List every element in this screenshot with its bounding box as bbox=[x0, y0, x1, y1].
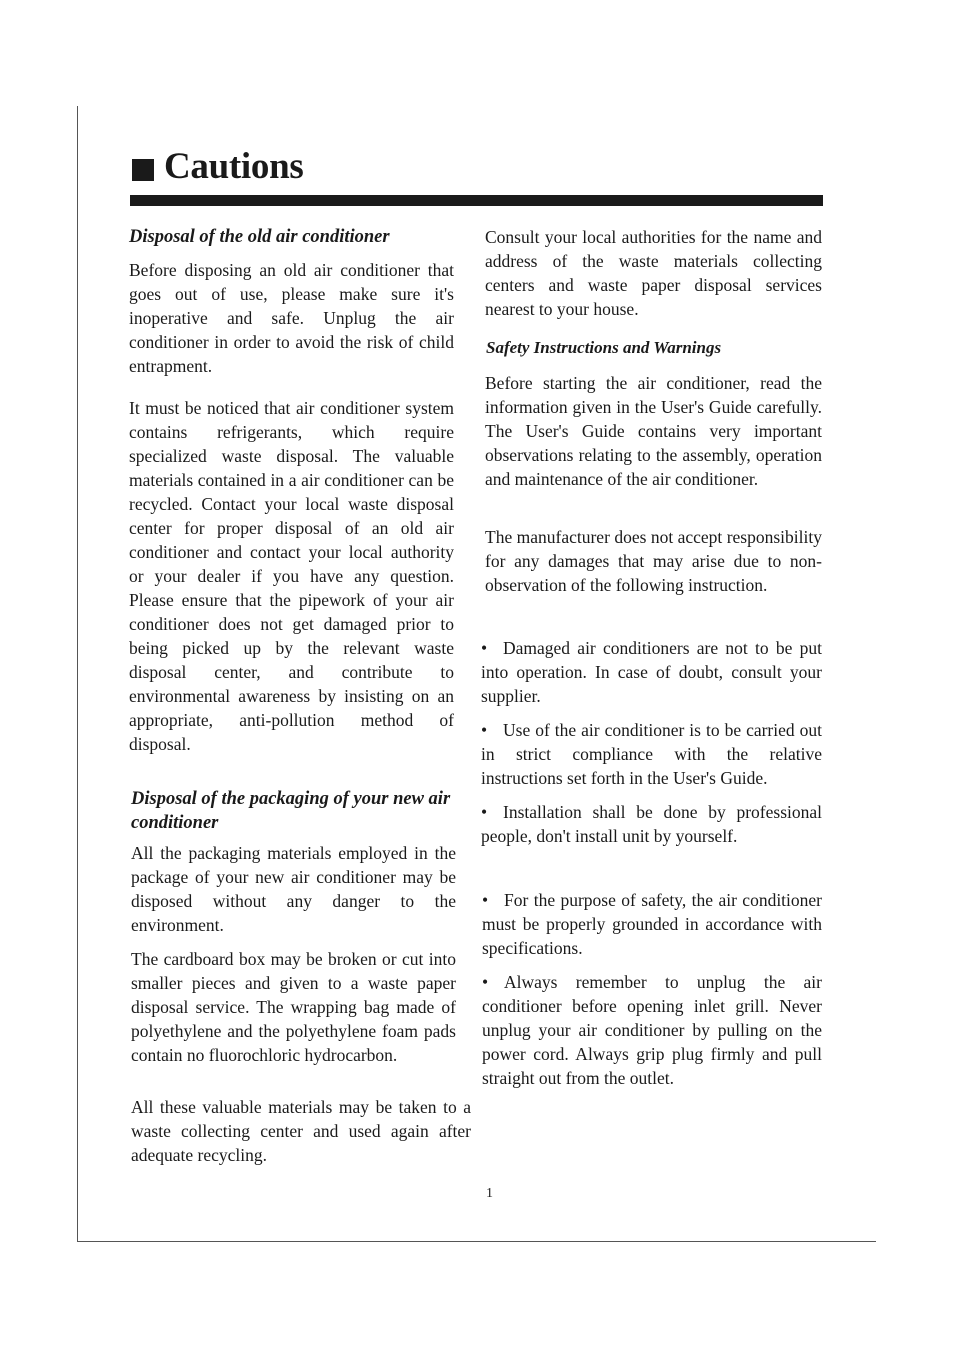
paragraph: Consult your local authorities for the name and address of the waste materials collecting centers and waste paper disposal services nearest to your house. bbox=[485, 227, 822, 319]
page-title-block bbox=[132, 143, 303, 189]
bullet-text: For the purpose of safety, the air conditioner must be properly grounded in accordance with specifications. bbox=[482, 890, 822, 958]
square-bullet-icon bbox=[132, 159, 154, 181]
paragraph: Before starting the air conditioner, read the information given in the User's Guide carefully. The User's Guide contains very important observations relating to the assembly, operation and maintenance of the air conditioner. bbox=[485, 373, 822, 489]
paragraph: The cardboard box may be broken or cut into smaller pieces and given to a waste paper disposal service. The wrapping bag made of polyethylene and the polyethylene foam pads contain no fluorochloric hydrocarbon. bbox=[131, 949, 456, 1065]
left-paragraph-2 bbox=[129, 396, 454, 756]
bullet-text: Use of the air conditioner is to be carried out in strict compliance with the relative instructions set forth in the User's Guide. bbox=[481, 720, 822, 788]
bullet-text: Damaged air conditioners are not to be put into operation. In case of doubt, consult your supplier. bbox=[481, 638, 822, 706]
bullet-item bbox=[481, 800, 822, 848]
left-paragraph-1 bbox=[129, 258, 454, 378]
paragraph: All the packaging materials employed in the package of your new air conditioner may be disposed without any danger to the environment. bbox=[131, 843, 456, 935]
bullet-text: Always remember to unplug the air conditioner before opening inlet grill. Never unplug your air conditioner by pulling on the power cord. Always grip plug firmly and pull straight out from the outlet. bbox=[482, 972, 822, 1088]
left-heading-old-ac bbox=[129, 225, 454, 249]
paragraph: All these valuable materials may be taken to a waste collecting center and used again after adequate recycling. bbox=[131, 1097, 471, 1165]
left-paragraph-4 bbox=[131, 947, 456, 1067]
right-heading-safety bbox=[486, 336, 827, 360]
bullet-item bbox=[482, 888, 822, 960]
bullet-item bbox=[481, 718, 822, 790]
bullet-item bbox=[482, 970, 822, 1090]
left-heading-packaging bbox=[131, 787, 456, 835]
right-paragraph-3 bbox=[485, 525, 822, 597]
left-paragraph-3 bbox=[131, 841, 456, 937]
section-heading: Disposal of the old air conditioner bbox=[129, 227, 390, 247]
bullet-icon: • bbox=[481, 638, 488, 658]
title-underline-bar bbox=[130, 195, 823, 206]
paragraph: It must be noticed that air conditioner system contains refrigerants, which require specialized waste disposal. The valuable materials contained in a air conditioner can be recycled. Contact your local waste disposal center for proper disposal of an old air conditioner and contact your local authority or your dealer if you have any question. Please ensure that the pipework of your air conditioner does not get damaged prior to being picked up by the relevant waste disposal center, and contribute to environmental awareness by insisting on an appropriate, anti-pollution method of disposal. bbox=[129, 398, 454, 754]
bullet-icon: • bbox=[481, 802, 488, 822]
page-number: 1 bbox=[486, 1186, 493, 1201]
left-paragraph-5 bbox=[131, 1095, 471, 1167]
bullet-item bbox=[481, 636, 822, 708]
bullet-text: Installation shall be done by professional people, don't install unit by yourself. bbox=[481, 802, 822, 846]
section-heading: Disposal of the packaging of your new air conditioner bbox=[131, 789, 451, 833]
page-frame-bottom-rule bbox=[77, 1241, 876, 1242]
paragraph: Before disposing an old air conditioner that goes out of use, please make sure it's inoperative and safe. Unplug the air conditioner in order to avoid the risk of child entrapment. bbox=[129, 260, 454, 376]
right-paragraph-2 bbox=[485, 371, 822, 491]
bullet-icon: • bbox=[482, 972, 489, 992]
page-frame-left-rule bbox=[77, 106, 78, 1242]
section-heading: Safety Instructions and Warnings bbox=[486, 338, 722, 357]
right-paragraph-1 bbox=[485, 225, 822, 321]
bullet-icon: • bbox=[481, 720, 488, 740]
paragraph: The manufacturer does not accept responsibility for any damages that may arise due to non-observation of the following instruction. bbox=[485, 527, 822, 595]
bullet-icon: • bbox=[482, 890, 489, 910]
page-title: Cautions bbox=[164, 145, 304, 187]
